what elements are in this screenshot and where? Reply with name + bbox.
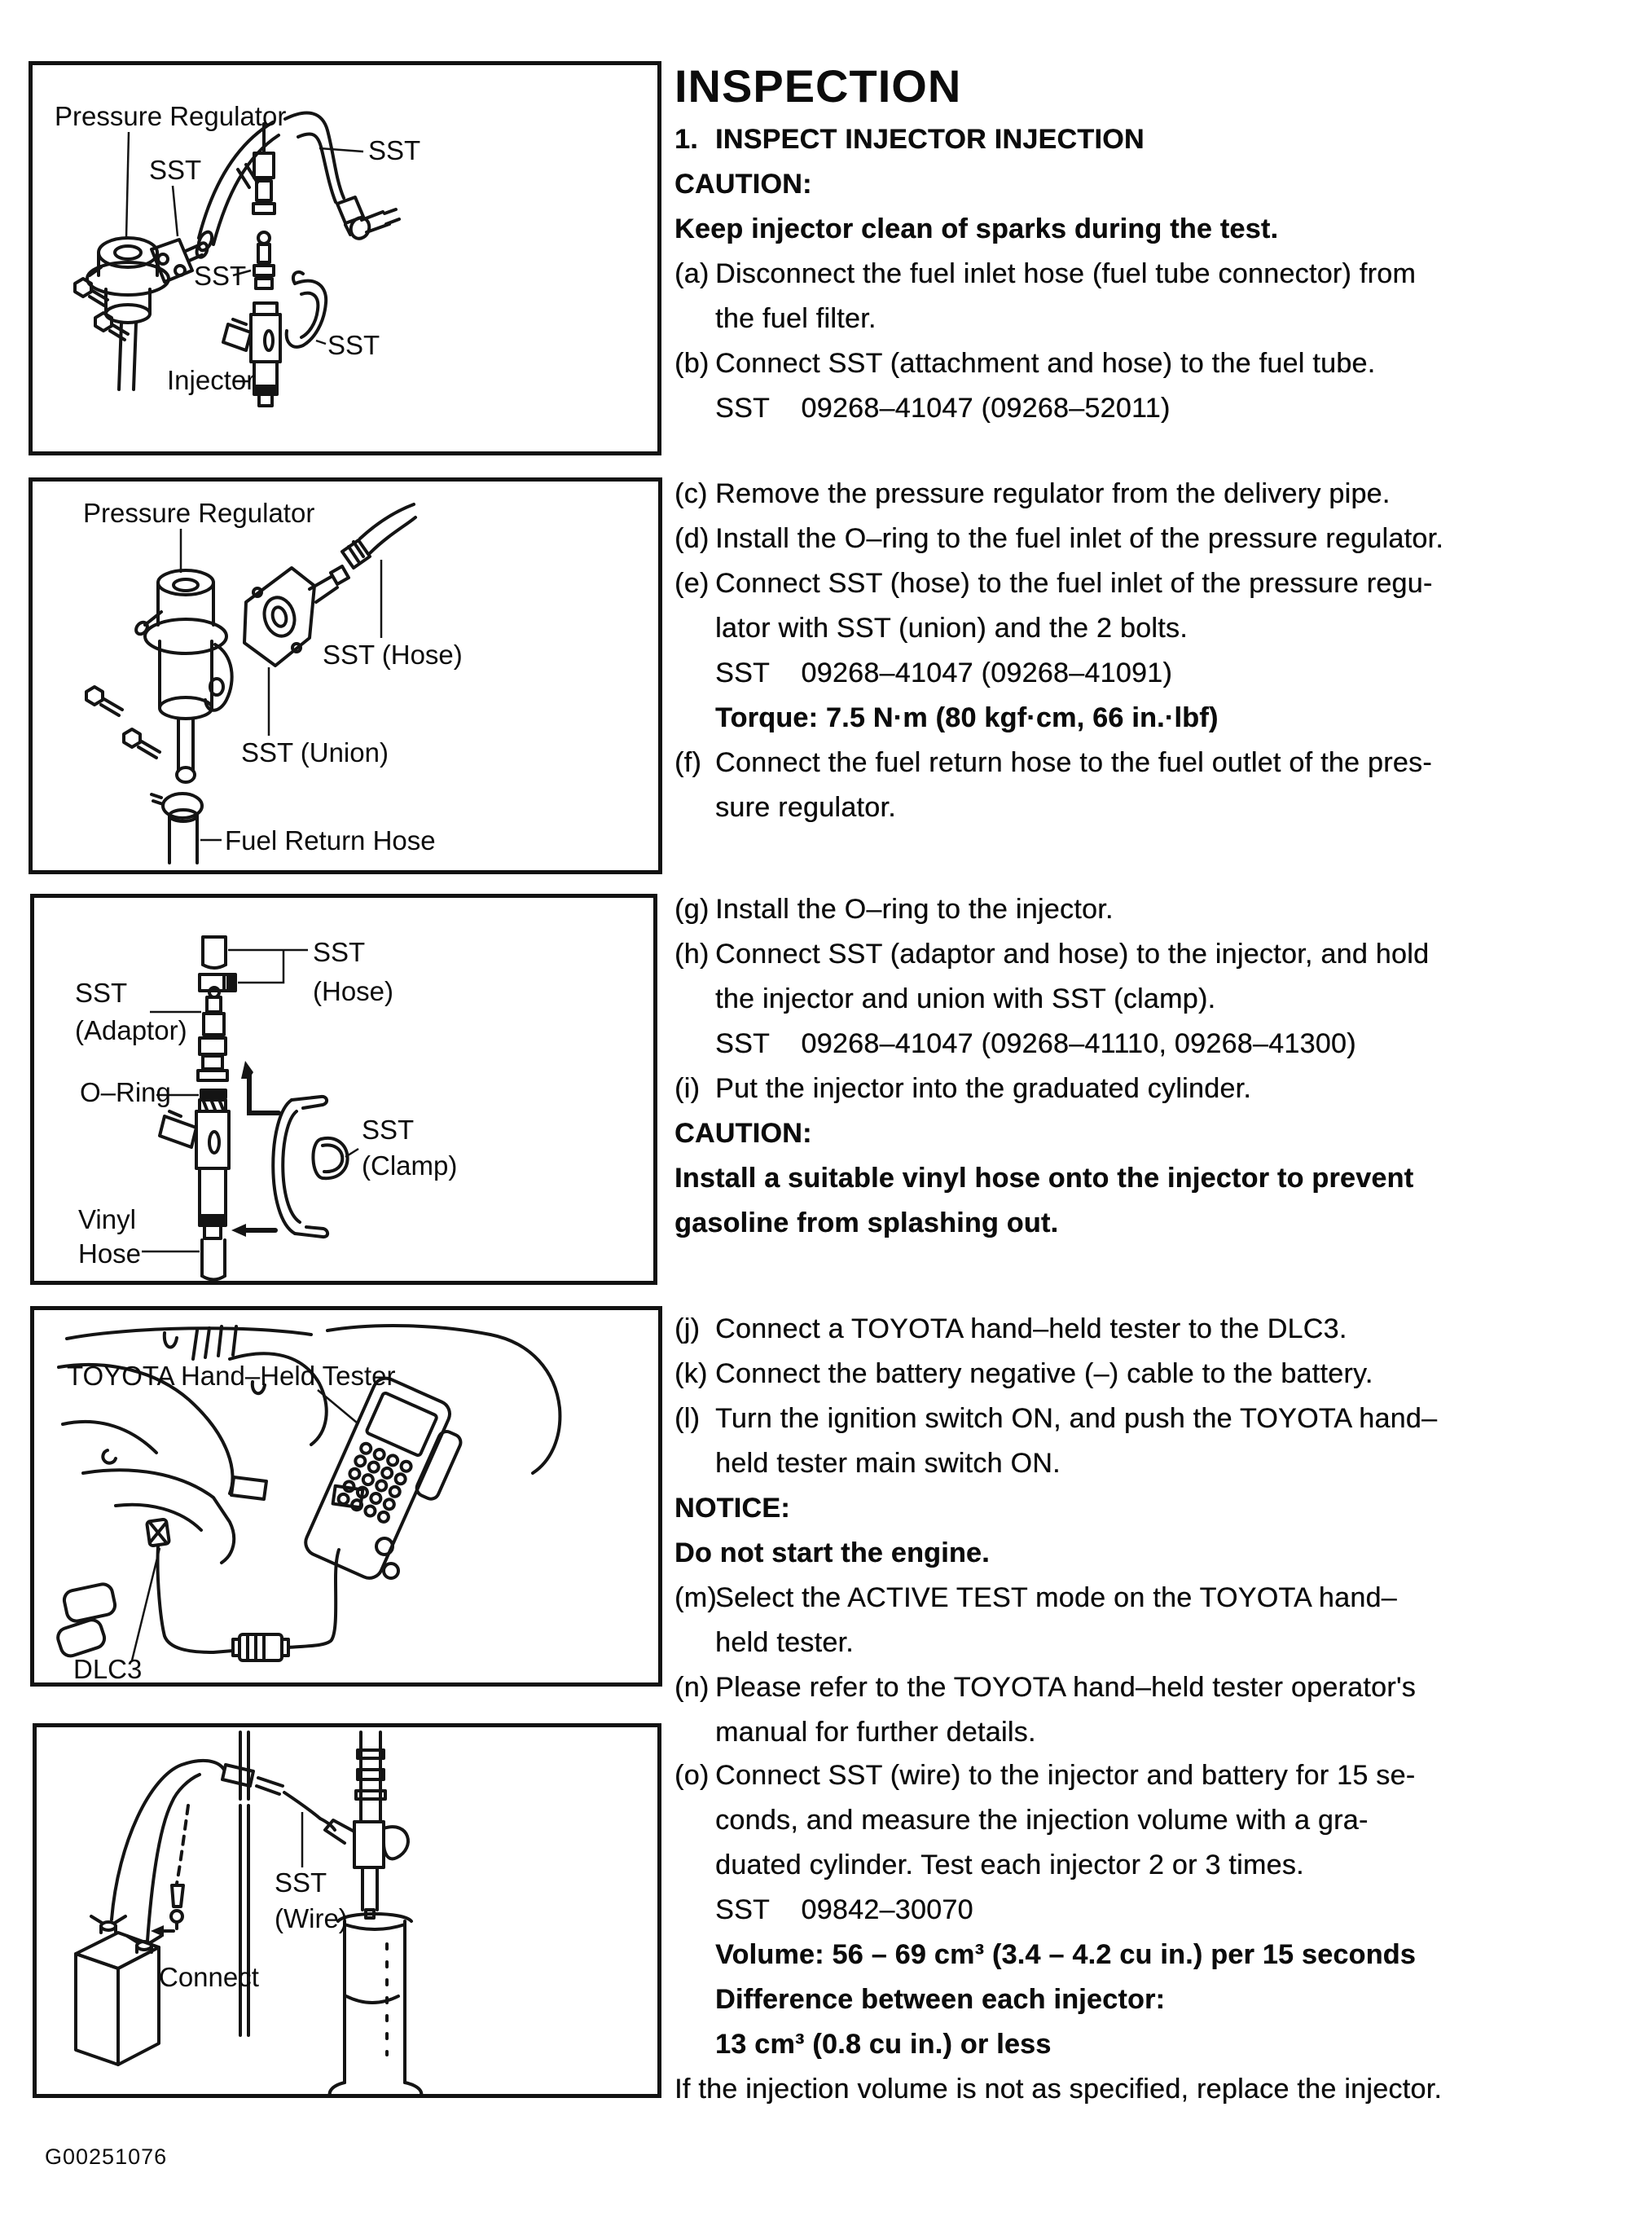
fig1-label-sst-adaptor: SST bbox=[194, 261, 247, 291]
item-e-sst: SST 09268–41047 (09268–41091) bbox=[715, 658, 1172, 688]
item-e-line1: Connect SST (hose) to the fuel inlet of the pressure regu- bbox=[715, 568, 1433, 599]
fig3-label-sst2: SST bbox=[75, 978, 128, 1008]
item-o-line3: duated cylinder. Test each injector 2 or 3 times. bbox=[715, 1850, 1304, 1880]
figure-2-diagram bbox=[33, 482, 658, 870]
item-l-label: (l) bbox=[674, 1403, 701, 1434]
figure-injector-sst-assembly bbox=[30, 894, 657, 1285]
fig2-label-pressure-regulator: Pressure Regulator bbox=[83, 498, 315, 528]
text-block-b bbox=[674, 477, 1649, 835]
closing-line: If the injection volume is not as specified, replace the injector. bbox=[674, 2074, 1443, 2105]
caution1-label: CAUTION: bbox=[674, 169, 812, 200]
fig1-label-sst-plate: SST bbox=[149, 155, 202, 185]
figure-battery-injection-test bbox=[33, 1723, 661, 2098]
fig1-label-sst-hose: SST bbox=[368, 135, 421, 165]
item-o-label: (o) bbox=[674, 1760, 710, 1791]
fig2-label-sst-hose: SST (Hose) bbox=[323, 640, 463, 670]
item-e-line2: lator with SST (union) and the 2 bolts. bbox=[715, 613, 1188, 644]
fig2-label-fuel-return-hose: Fuel Return Hose bbox=[225, 825, 436, 855]
fig3-label-sst3: SST bbox=[362, 1115, 415, 1145]
item-m-line1: Select the ACTIVE TEST mode on the TOYOTA hand– bbox=[715, 1582, 1397, 1613]
item-o-volume: Volume: 56 – 69 cm³ (3.4 – 4.2 cu in.) per 15 seconds bbox=[715, 1939, 1416, 1970]
fig4-label-dlc3: DLC3 bbox=[73, 1654, 143, 1682]
fig1-label-sst-clamp: SST bbox=[327, 330, 380, 360]
item-n-label: (n) bbox=[674, 1672, 710, 1703]
item-i-label: (i) bbox=[674, 1073, 701, 1104]
item-o-sst: SST 09842–30070 bbox=[715, 1894, 973, 1925]
item-k-line1: Connect the battery negative (–) cable to the battery. bbox=[715, 1358, 1373, 1389]
item-j-label: (j) bbox=[674, 1313, 701, 1344]
notice-label: NOTICE: bbox=[674, 1493, 790, 1524]
fig3-label-clamp: (Clamp) bbox=[362, 1150, 458, 1181]
item-h-sst: SST 09268–41047 (09268–41110, 09268–41300) bbox=[715, 1028, 1356, 1059]
fig3-label-hose: (Hose) bbox=[313, 976, 394, 1006]
caution2-label: CAUTION: bbox=[674, 1118, 812, 1149]
item-h-line1: Connect SST (adaptor and hose) to the injector, and hold bbox=[715, 939, 1430, 970]
item-a-label: (a) bbox=[674, 258, 710, 289]
item-l-line1: Turn the ignition switch ON, and push the TOYOTA hand– bbox=[715, 1403, 1438, 1434]
item-d-line1: Install the O–ring to the fuel inlet of the pressure regulator. bbox=[715, 523, 1443, 554]
item-d-label: (d) bbox=[674, 523, 710, 554]
item-e-torque: Torque: 7.5 N·m (80 kgf·cm, 66 in.·lbf) bbox=[715, 702, 1219, 733]
fig3-label-sst1: SST bbox=[313, 937, 366, 967]
step1-heading: INSPECT INJECTOR INJECTION bbox=[715, 124, 1145, 155]
figure-1-diagram bbox=[33, 65, 657, 451]
fig5-label-sst: SST bbox=[275, 1867, 327, 1898]
page-title: INSPECTION bbox=[674, 60, 962, 112]
item-a-line1: Disconnect the fuel inlet hose (fuel tube connector) from bbox=[715, 258, 1416, 289]
item-f-line1: Connect the fuel return hose to the fuel outlet of the pres- bbox=[715, 747, 1432, 778]
fig1-label-injector: Injector bbox=[167, 365, 256, 395]
item-o-line1: Connect SST (wire) to the injector and battery for 15 se- bbox=[715, 1760, 1416, 1791]
figure-4-diagram bbox=[34, 1310, 658, 1682]
item-h-line2: the injector and union with SST (clamp). bbox=[715, 983, 1216, 1014]
item-f-line2: sure regulator. bbox=[715, 792, 896, 823]
text-block-c bbox=[674, 892, 1649, 1251]
figure-handheld-tester-dlc3 bbox=[30, 1306, 662, 1687]
item-n-line2: manual for further details. bbox=[715, 1717, 1036, 1748]
item-o-difference-value: 13 cm³ (0.8 cu in.) or less bbox=[715, 2029, 1052, 2060]
fig3-label-vinyl2: Hose bbox=[78, 1238, 142, 1269]
item-h-label: (h) bbox=[674, 939, 710, 970]
figure-pressure-regulator-sst bbox=[29, 477, 662, 874]
text-block-a bbox=[674, 62, 1649, 436]
item-m-line2: held tester. bbox=[715, 1627, 854, 1658]
figure-code: G00251076 bbox=[45, 2144, 168, 2169]
item-g-line1: Install the O–ring to the injector. bbox=[715, 894, 1114, 925]
item-n-line1: Please refer to the TOYOTA hand–held tester operator's bbox=[715, 1672, 1416, 1703]
notice-body: Do not start the engine. bbox=[674, 1537, 990, 1568]
figure-3-diagram bbox=[34, 898, 653, 1281]
item-b-sst: SST 09268–41047 (09268–52011) bbox=[715, 393, 1171, 424]
item-o-line2: conds, and measure the injection volume with a gra- bbox=[715, 1805, 1369, 1836]
caution2-line2: gasoline from splashing out. bbox=[674, 1207, 1059, 1238]
item-i-line1: Put the injector into the graduated cylinder. bbox=[715, 1073, 1252, 1104]
fig1-label-pressure-regulator: Pressure Regulator bbox=[55, 101, 287, 131]
item-k-label: (k) bbox=[674, 1358, 708, 1389]
fig3-label-adaptor: (Adaptor) bbox=[75, 1015, 187, 1045]
item-b-line1: Connect SST (attachment and hose) to the fuel tube. bbox=[715, 348, 1376, 379]
item-f-label: (f) bbox=[674, 747, 701, 778]
fig2-label-sst-union: SST (Union) bbox=[241, 737, 389, 768]
caution1-body: Keep injector clean of sparks during the test. bbox=[674, 213, 1279, 244]
figure-sst-attachment-overview bbox=[29, 61, 661, 455]
text-block-e bbox=[674, 1758, 1649, 2117]
fig3-label-oring: O–Ring bbox=[80, 1077, 171, 1107]
fig5-label-wire: (Wire) bbox=[275, 1903, 348, 1933]
step1-number: 1. bbox=[674, 124, 698, 155]
fig3-label-vinyl: Vinyl bbox=[78, 1204, 136, 1234]
item-j-line1: Connect a TOYOTA hand–held tester to the DLC3. bbox=[715, 1313, 1347, 1344]
item-m-label: (m) bbox=[674, 1582, 717, 1613]
item-g-label: (g) bbox=[674, 894, 710, 925]
text-block-d bbox=[674, 1312, 1649, 1760]
item-c-line1: Remove the pressure regulator from the delivery pipe. bbox=[715, 478, 1391, 509]
caution2-line1: Install a suitable vinyl hose onto the injector to prevent bbox=[674, 1163, 1414, 1194]
item-e-label: (e) bbox=[674, 568, 710, 599]
item-a-line2: the fuel filter. bbox=[715, 303, 877, 334]
figure-5-diagram bbox=[37, 1727, 657, 2094]
item-o-difference: Difference between each injector: bbox=[715, 1984, 1166, 2015]
item-c-label: (c) bbox=[674, 478, 708, 509]
fig5-label-connect: Connect bbox=[159, 1962, 259, 1992]
item-l-line2: held tester main switch ON. bbox=[715, 1448, 1061, 1479]
fig4-label-tester: TOYOTA Hand–Held Tester bbox=[67, 1361, 396, 1391]
item-b-label: (b) bbox=[674, 348, 710, 379]
